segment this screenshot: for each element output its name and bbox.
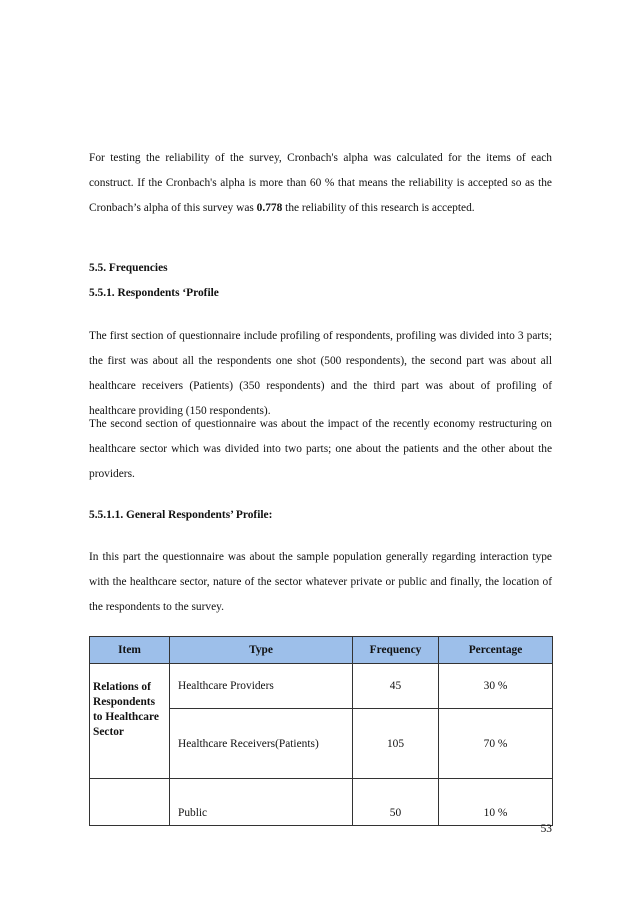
table-header-row bbox=[90, 637, 553, 664]
reliability-text: For testing the reliability of the survey, Cronbach's alpha was calculated for the items of each construct. If the Cronbach's alpha is more than 60 % that means the reliability is accepted so as the Cronbach’s alpha of this survey was bbox=[89, 152, 552, 214]
header-type: Type bbox=[170, 637, 353, 664]
section-heading: 5.5. Frequencies bbox=[89, 262, 168, 274]
subsection-heading: 5.5.1. Respondents ‘Profile bbox=[89, 287, 219, 299]
header-frequency: Frequency bbox=[353, 637, 439, 664]
type-cell: Healthcare Providers bbox=[170, 664, 353, 709]
header-item: Item bbox=[90, 637, 170, 664]
frequency-cell: 105 bbox=[353, 709, 439, 779]
subsubsection-heading: 5.5.1.1. General Respondents’ Profile: bbox=[89, 509, 273, 521]
group-label-cell: Relations of Respondents to Healthcare Sector bbox=[90, 664, 170, 779]
type-cell: Healthcare Receivers(Patients) bbox=[170, 709, 353, 779]
respondents-table bbox=[89, 636, 553, 826]
reliability-paragraph bbox=[89, 146, 552, 221]
percentage-cell: 70 % bbox=[439, 709, 553, 779]
general-profile-paragraph: In this part the questionnaire was about the sample population generally regarding interaction type with the healthcare sector, nature of the sector whatever private or public and finally, the location of the respondents to the survey. bbox=[89, 551, 552, 613]
page-number: 53 bbox=[540, 823, 552, 835]
reliability-text-end: the reliability of this research is accepted. bbox=[282, 202, 475, 214]
profile-paragraph-1: The first section of questionnaire include profiling of respondents, profiling was divided into 3 parts; the first was about all the respondents one shot (500 respondents), the second part was about all healthcare receivers (Patients) (350 respondents) and the third part was about of profiling of healthcare providing (150 respondents). bbox=[89, 330, 552, 417]
empty-item-cell bbox=[90, 779, 170, 826]
table-row bbox=[90, 664, 553, 709]
frequency-cell: 45 bbox=[353, 664, 439, 709]
percentage-cell: 30 % bbox=[439, 664, 553, 709]
profile-paragraph-2: The second section of questionnaire was about the impact of the recently economy restructuring on healthcare sector which was divided into two parts; one about the patients and the other about the providers. bbox=[89, 418, 552, 480]
percentage-cell: 10 % bbox=[439, 779, 553, 826]
frequency-cell: 50 bbox=[353, 779, 439, 826]
cronbach-alpha-value: 0.778 bbox=[256, 202, 283, 214]
header-percentage: Percentage bbox=[439, 637, 553, 664]
table-row bbox=[90, 779, 553, 826]
type-cell: Public bbox=[170, 779, 353, 826]
